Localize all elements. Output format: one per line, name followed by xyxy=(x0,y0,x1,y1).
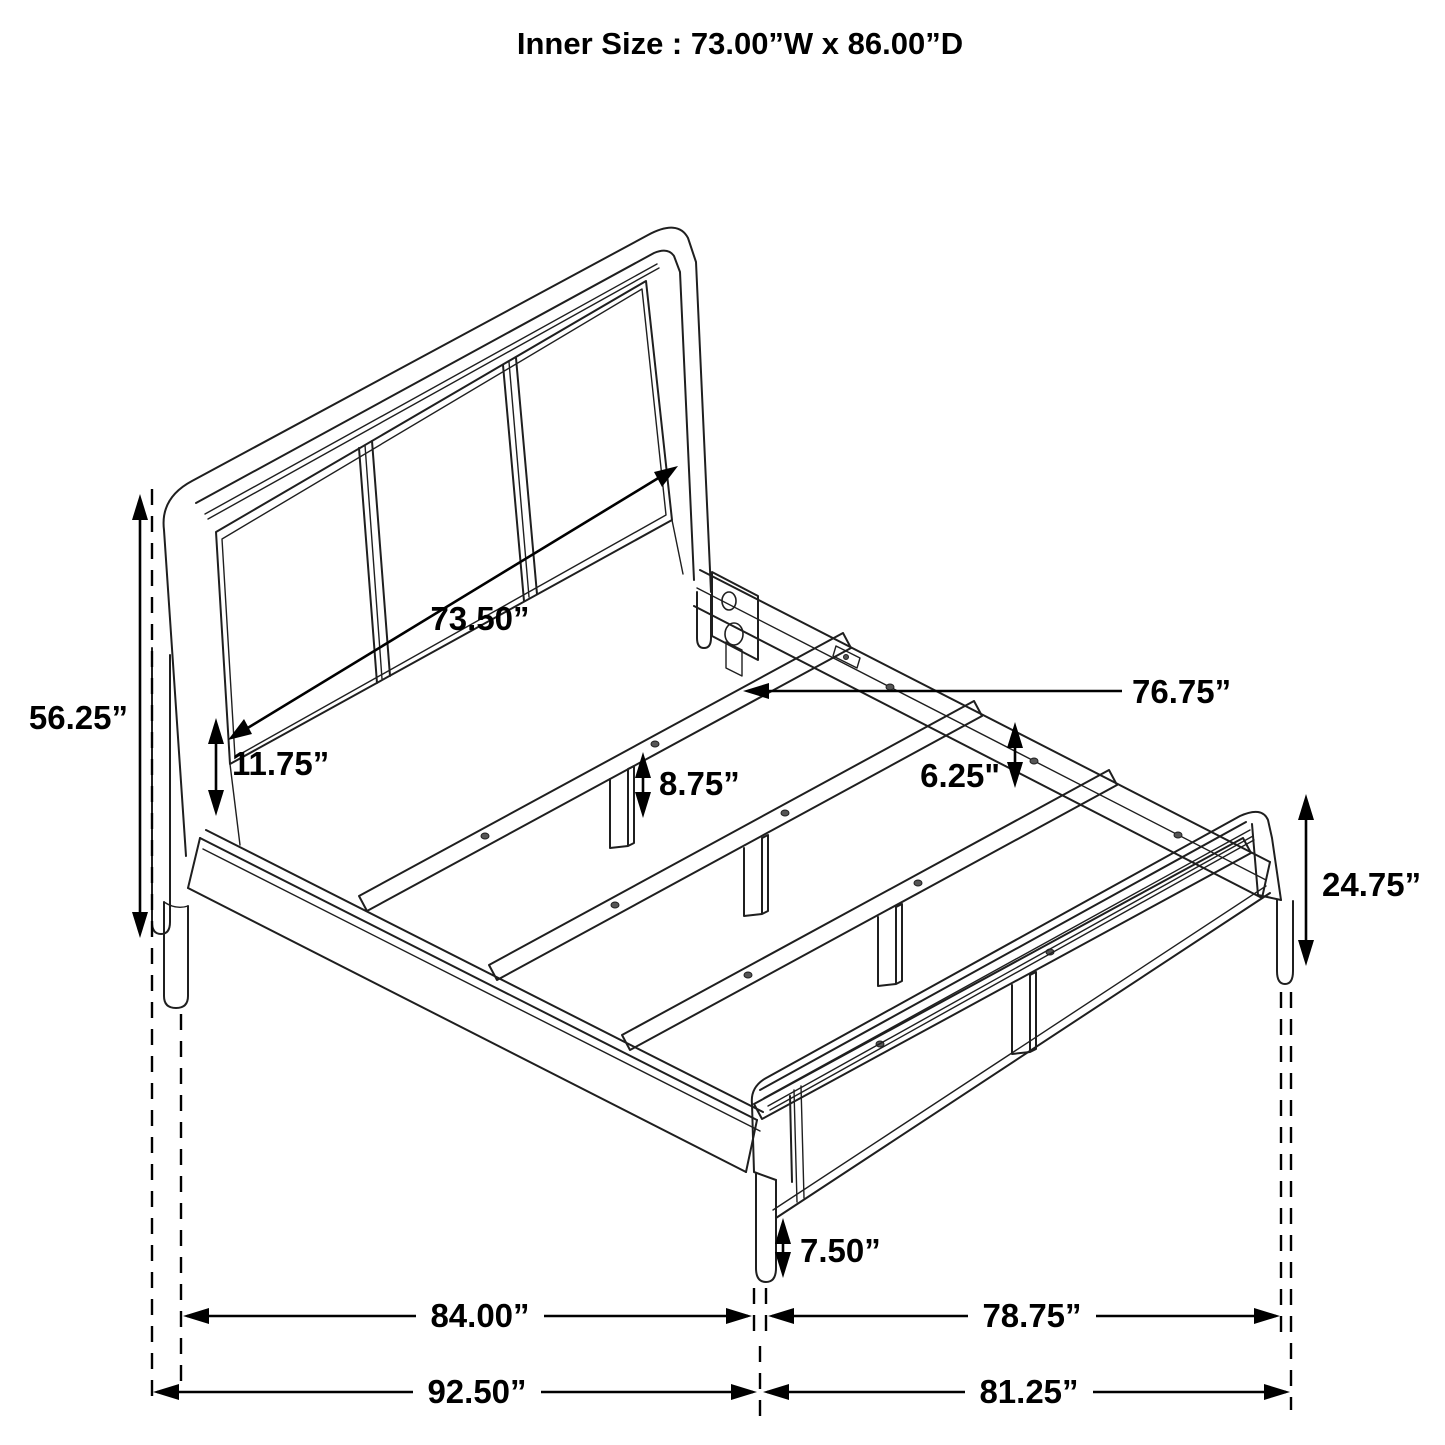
arrow-left-icon xyxy=(763,1384,789,1400)
dim-headboard-height xyxy=(29,494,148,938)
slat-1-screw-b xyxy=(651,741,659,747)
headboard-mullion-2 xyxy=(503,358,537,601)
right-rail-screw-1 xyxy=(886,684,894,690)
arrow-down-icon xyxy=(635,792,651,818)
dim-rail-clearance xyxy=(920,722,1023,794)
headboard-panel-piping xyxy=(222,289,666,757)
footboard-far-leg xyxy=(1277,900,1293,984)
dim-headboard-width-label: 73.50” xyxy=(430,600,530,637)
dim-frame-inner-length-label: 84.00” xyxy=(430,1297,530,1334)
headboard-piping-inner xyxy=(208,268,659,519)
dim-headboard-width xyxy=(228,466,678,740)
headboard-front-left-leg-top xyxy=(164,902,188,907)
headboard-piping-outer xyxy=(205,264,657,514)
slat-2-screw-b xyxy=(781,810,789,816)
slat-2-screw-a xyxy=(611,902,619,908)
left-rail-lip xyxy=(203,849,760,1131)
arrow-left-icon xyxy=(768,1308,794,1324)
dim-slat-length-label: 76.75” xyxy=(1132,673,1232,710)
dim-overall-length-label: 92.50” xyxy=(427,1373,527,1410)
footboard-molding-2 xyxy=(764,830,1250,1098)
left-rail-foot-cap xyxy=(746,1120,757,1172)
arrow-right-icon xyxy=(1264,1384,1290,1400)
dim-rail-clearance-label: 6.25" xyxy=(920,757,1000,794)
right-rail-screw-2 xyxy=(1030,758,1038,764)
slat-3-board xyxy=(622,770,1117,1050)
dim-panel-to-rail xyxy=(208,718,329,816)
dim-frame-inner-length xyxy=(183,1294,752,1336)
headboard-front-left-leg xyxy=(164,902,188,1008)
arrow-left-icon xyxy=(153,1384,179,1400)
footboard-near-seam xyxy=(794,1086,804,1202)
arrow-right-icon xyxy=(731,1384,757,1400)
arrow-upper-right-icon xyxy=(654,466,678,487)
arrow-lower-left-icon xyxy=(228,719,252,740)
footboard-bottom-piping xyxy=(773,886,1266,1210)
arrow-up-icon xyxy=(1298,794,1314,820)
left-rail-top-edge xyxy=(200,838,757,1120)
headboard-rear-right-leg xyxy=(697,592,711,648)
arrow-right-icon xyxy=(1254,1308,1280,1324)
dim-footboard-clearance xyxy=(775,1218,881,1278)
right-side-rail xyxy=(694,570,1270,898)
arrow-up-icon xyxy=(132,494,148,520)
headboard-panel-frame xyxy=(216,281,672,764)
headboard-lower-frame xyxy=(230,520,683,845)
headboard-mullion-1 xyxy=(359,441,390,683)
footboard xyxy=(752,812,1293,1282)
guide-lines xyxy=(152,489,1291,1420)
dim-slat-support-height xyxy=(635,752,740,818)
dim-footboard-height xyxy=(1298,794,1421,966)
right-rail-bottom-edge xyxy=(694,606,1262,898)
right-rail-screw-3 xyxy=(1174,832,1182,838)
arrow-down-icon xyxy=(208,790,224,816)
slat-3-support-leg xyxy=(878,904,902,986)
slat-2 xyxy=(489,701,982,980)
dim-overall-length xyxy=(153,1370,757,1412)
arrow-up-icon xyxy=(208,718,224,744)
headboard-rear-left-leg xyxy=(152,648,170,934)
dim-slat-support-height-label: 8.75” xyxy=(659,765,740,802)
headboard-top-band xyxy=(196,251,694,580)
dim-overall-width-label: 81.25” xyxy=(979,1373,1079,1410)
dim-frame-inner-width xyxy=(768,1294,1280,1336)
dim-headboard-height-label: 56.25” xyxy=(28,699,128,736)
arrow-down-icon xyxy=(775,1252,791,1278)
arrow-up-icon xyxy=(775,1218,791,1244)
slat-4-support-leg xyxy=(1012,972,1036,1054)
slat-1-board xyxy=(359,633,851,911)
arrow-down-icon xyxy=(132,912,148,938)
right-rail-top-edge xyxy=(700,570,1270,862)
left-rail-head-cap xyxy=(188,838,200,888)
footboard-bottom-edge xyxy=(776,893,1270,1218)
rail-clip-screw xyxy=(844,655,849,660)
dim-slat-length xyxy=(743,673,1231,710)
slat-1 xyxy=(359,633,851,911)
footboard-near-leg xyxy=(756,1174,776,1282)
left-rail-bottom-edge xyxy=(188,888,746,1172)
slat-3 xyxy=(622,770,1117,1050)
slat-3-screw-a xyxy=(744,972,752,978)
dim-footboard-height-label: 24.75” xyxy=(1322,866,1422,903)
slat-1-screw-a xyxy=(481,833,489,839)
footboard-far-post xyxy=(1252,824,1281,900)
bracket-hole-top xyxy=(722,592,736,610)
slat-2-board xyxy=(489,701,982,980)
dim-footboard-clearance-label: 7.50” xyxy=(800,1232,881,1269)
left-rail-top-face xyxy=(206,830,763,1112)
arrow-left-icon xyxy=(183,1308,209,1324)
dim-panel-to-rail-label: 11.75” xyxy=(232,745,330,782)
slat-3-screw-b xyxy=(914,880,922,886)
slat-1-support-leg xyxy=(610,766,634,848)
footboard-piping xyxy=(768,836,1254,1110)
dim-overall-width xyxy=(763,1370,1290,1412)
arrow-right-icon xyxy=(726,1308,752,1324)
page-title: Inner Size : 73.00”W x 86.00”D xyxy=(516,26,964,61)
arrow-down-icon xyxy=(1298,940,1314,966)
slat-2-support-leg xyxy=(744,835,768,916)
dim-frame-inner-width-label: 78.75” xyxy=(982,1297,1082,1334)
